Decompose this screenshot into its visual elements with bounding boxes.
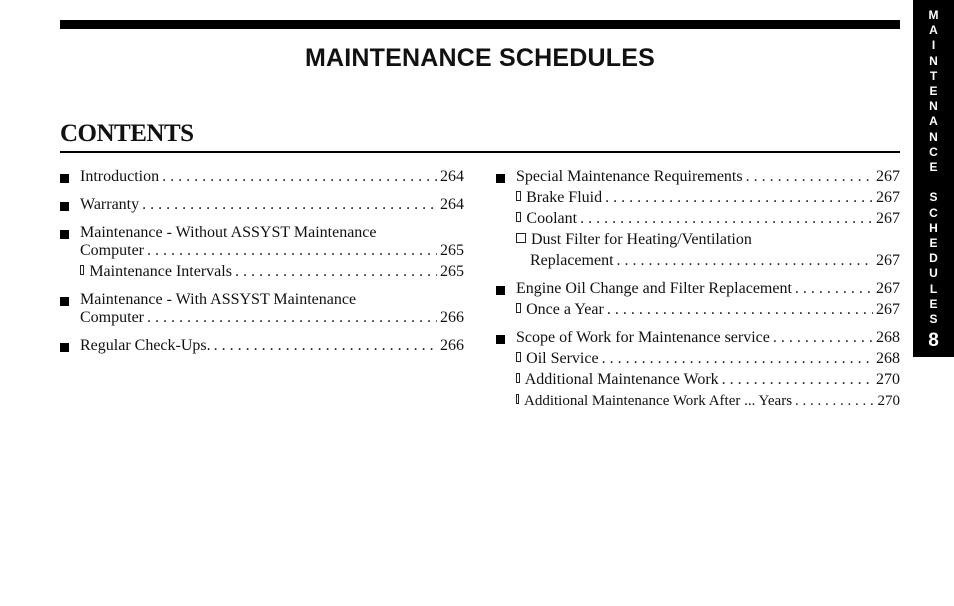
entry-title: Maintenance Intervals (89, 263, 232, 280)
dot-leader (722, 371, 873, 389)
entry-line[interactable] (80, 291, 464, 309)
side-tab-letter: E (929, 236, 938, 251)
entry-title: Replacement (530, 252, 614, 269)
toc-sub-entry (80, 263, 464, 281)
side-tab-letter: T (929, 68, 938, 83)
entry-body (80, 291, 464, 327)
page-number: 270 (876, 371, 900, 388)
entry-title: Brake Fluid (526, 189, 603, 206)
entry-line[interactable] (516, 329, 900, 347)
entry-body (516, 329, 900, 410)
toc-entry (60, 168, 464, 186)
checkbox-square-icon (516, 191, 521, 201)
entry-body (80, 168, 464, 186)
toc-sub-entry (516, 301, 900, 319)
side-tab-letter: S (929, 312, 938, 327)
side-tab-letter: N (929, 99, 938, 114)
sub-entry-line[interactable] (516, 252, 900, 270)
side-tab-letter: E (929, 160, 938, 175)
toc-sub-entry (516, 350, 900, 368)
page-number: 267 (876, 280, 900, 297)
dot-leader (142, 196, 437, 214)
side-tab-letter: E (929, 84, 938, 99)
sub-entry-line[interactable] (516, 231, 900, 249)
square-bullet-icon (496, 174, 505, 183)
checkbox-square-icon (516, 233, 526, 243)
contents-heading: CONTENTS (60, 120, 194, 147)
entry-title: Introduction (80, 168, 160, 185)
checkbox-square-icon (516, 373, 520, 383)
dot-leader (617, 252, 873, 270)
entry-title: Dust Filter for Heating/Ventilation (531, 231, 752, 248)
page-number: 265 (440, 263, 464, 280)
checkbox-square-icon (80, 265, 84, 275)
toc-sub-entry (516, 189, 900, 207)
dot-leader (214, 337, 437, 355)
page-number: 265 (440, 242, 464, 259)
entry-title: Maintenance - With ASSYST Maintenance (80, 291, 357, 308)
checkbox-square-icon (516, 212, 521, 222)
page-number: 268 (876, 350, 900, 367)
side-tab-letter: H (929, 220, 938, 235)
dot-leader (147, 242, 437, 260)
dot-leader (773, 329, 873, 347)
toc-entry (60, 224, 464, 281)
side-tab-letter: U (929, 266, 938, 281)
page-number: 268 (876, 329, 900, 346)
dot-leader (795, 280, 873, 298)
side-tab-letter: I (931, 38, 936, 53)
entry-line[interactable] (80, 168, 464, 186)
sub-entry-line[interactable] (80, 263, 464, 281)
dot-leader (602, 350, 873, 368)
toc-right-column (496, 168, 900, 420)
sub-entry-line[interactable] (516, 189, 900, 207)
side-tab-letter: C (929, 144, 938, 159)
side-tab-letter: E (929, 296, 938, 311)
sub-entry-line[interactable] (516, 392, 900, 410)
entry-title: Regular Check-Ups. (80, 337, 211, 354)
dot-leader (605, 189, 873, 207)
side-tab-letter: A (929, 114, 938, 129)
square-bullet-icon (60, 343, 69, 352)
page-number: 270 (877, 393, 900, 409)
entry-line[interactable] (516, 280, 900, 298)
entry-title: Special Maintenance Requirements (516, 168, 743, 185)
page-number: 266 (440, 337, 464, 354)
toc-entry (60, 196, 464, 214)
dot-leader (147, 309, 437, 327)
side-tab-letter: N (929, 129, 938, 144)
entry-title: Maintenance - Without ASSYST Maintenance (80, 224, 377, 241)
toc-entry (60, 291, 464, 327)
square-bullet-icon (60, 202, 69, 211)
page-number: 267 (876, 168, 900, 185)
toc-entry (60, 337, 464, 355)
entry-line[interactable] (80, 224, 464, 242)
page-number: 267 (876, 189, 900, 206)
entry-line[interactable] (80, 337, 464, 355)
page-number: 266 (440, 309, 464, 326)
toc-entry (496, 280, 900, 319)
entry-title: Computer (80, 242, 144, 259)
entry-title: Coolant (526, 210, 578, 227)
chapter-number: 8 (928, 330, 939, 351)
toc-entry (496, 329, 900, 410)
dot-leader (162, 168, 437, 186)
entry-line[interactable] (516, 168, 900, 186)
dot-leader (580, 210, 873, 228)
entry-line[interactable] (80, 196, 464, 214)
dot-leader (795, 392, 874, 410)
dot-leader (235, 263, 437, 281)
side-tab-letter: C (929, 205, 938, 220)
entry-body (516, 280, 900, 319)
side-tab-letter: D (929, 251, 938, 266)
side-tab-letter: M (928, 8, 939, 22)
square-bullet-icon (60, 230, 69, 239)
page-number: 267 (876, 252, 900, 269)
side-tab-letter: N (929, 53, 938, 68)
entry-line[interactable] (80, 242, 464, 260)
sub-entry-line[interactable] (516, 301, 900, 319)
square-bullet-icon (60, 297, 69, 306)
entry-title: Computer (80, 309, 144, 326)
toc-sub-entry (516, 210, 900, 228)
toc-sub-entry (516, 231, 900, 270)
contents-rule (60, 151, 900, 153)
checkbox-square-icon (516, 394, 519, 404)
page-number: 264 (440, 196, 464, 213)
entry-body (516, 168, 900, 270)
toc-sub-entry (516, 371, 900, 389)
sub-entry-line[interactable] (516, 371, 900, 389)
entry-title: Engine Oil Change and Filter Replacement (516, 280, 792, 297)
square-bullet-icon (496, 286, 505, 295)
toc-left-column (60, 168, 464, 365)
toc-sub-entry (516, 392, 900, 410)
chapter-side-tab[interactable] (913, 0, 954, 357)
entry-body (80, 224, 464, 281)
entry-body (80, 337, 464, 355)
entry-title: Once a Year (526, 301, 604, 318)
sub-entry-line[interactable] (516, 210, 900, 228)
dot-leader (607, 301, 873, 319)
square-bullet-icon (496, 335, 505, 344)
entry-title: Warranty (80, 196, 140, 213)
page-number: 267 (876, 301, 900, 318)
sub-entry-line[interactable] (516, 350, 900, 368)
square-bullet-icon (60, 174, 69, 183)
side-tab-label (913, 8, 954, 327)
entry-title: Oil Service (526, 350, 599, 367)
entry-title: Additional Maintenance Work (524, 371, 719, 388)
entry-title: Scope of Work for Maintenance service (516, 329, 770, 346)
entry-title: Additional Maintenance Work After ... Years (523, 393, 793, 409)
side-tab-letter: L (929, 281, 938, 296)
page-number: 264 (440, 168, 464, 185)
side-tab-letter: A (929, 23, 938, 38)
checkbox-square-icon (516, 352, 521, 362)
side-tab-letter (913, 175, 954, 190)
side-tab-letter: S (929, 190, 938, 205)
page-number: 267 (876, 210, 900, 227)
page-title: MAINTENANCE SCHEDULES (304, 44, 656, 72)
entry-body (80, 196, 464, 214)
dot-leader (746, 168, 873, 186)
top-rule (60, 20, 900, 29)
toc-entry (496, 168, 900, 270)
entry-line[interactable] (80, 309, 464, 327)
checkbox-square-icon (516, 303, 521, 313)
